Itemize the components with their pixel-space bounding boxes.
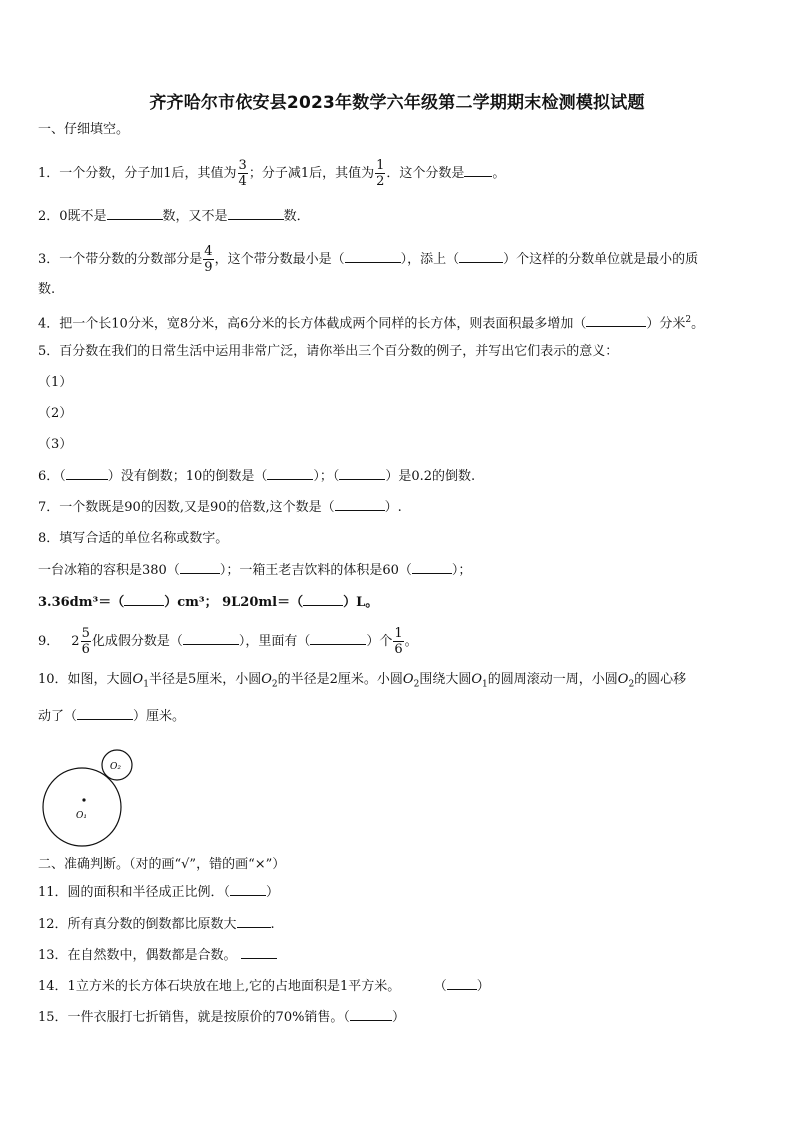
section-2-heading: 二、准确判断。（对的画“√”，错的画“×”） [38, 857, 286, 872]
question-4: 4．把一个长10分米，宽8分米，高6分米的长方体截成两个同样的长方体，则表面积最多增加（ ）分米$^2$。 [38, 315, 705, 332]
answer-blank[interactable] [335, 497, 385, 511]
question-5-item-1: （1） [38, 375, 73, 390]
question-7: 7．一个数既是90的因数,又是90的倍数,这个数是（ ）. [38, 497, 402, 518]
answer-blank[interactable] [180, 560, 220, 574]
question-8: 8．填写合适的单位名称或数字。 [38, 531, 229, 546]
answer-blank[interactable] [345, 249, 401, 263]
question-1: 1．一个分数，分子加1后，其值为 $\frac{3}{4}$ ；分子减1后，其值为 $\frac{1}{2}$ ．这个分数是 。 [38, 158, 506, 189]
answer-blank[interactable] [77, 706, 133, 720]
answer-blank[interactable] [459, 249, 503, 263]
question-6: 6．（ ）没有倒数；10的倒数是（ ）；（ ）是0.2的倒数. [38, 466, 475, 487]
answer-blank[interactable] [447, 976, 477, 990]
fraction-3-4: $\frac{3}{4}$ [238, 158, 247, 189]
answer-blank[interactable] [350, 1007, 392, 1021]
answer-blank[interactable] [183, 631, 239, 645]
question-3: 3．一个带分数的分数部分是 $\frac{4}{9}$ ，这个带分数最小是（ ），添上（ ）个这样的分数单位就是最小的质 [38, 244, 699, 275]
answer-blank[interactable] [310, 631, 366, 645]
answer-blank[interactable] [66, 466, 108, 480]
answer-blank[interactable] [303, 592, 343, 606]
answer-blank[interactable] [237, 914, 271, 928]
question-5-item-3: （3） [38, 437, 73, 452]
question-13: 13．在自然数中，偶数都是合数。 [38, 945, 277, 966]
answer-blank[interactable] [228, 206, 284, 220]
fraction-1-2: $\frac{1}{2}$ [376, 158, 385, 189]
question-10-cont: 动了（ ）厘米。 [38, 706, 185, 727]
question-12: 12．所有真分数的倒数都比原数大 . [38, 914, 275, 935]
big-circle-o1 [43, 768, 121, 846]
answer-blank[interactable] [267, 466, 313, 480]
answer-blank[interactable] [464, 163, 492, 177]
answer-blank[interactable] [586, 313, 646, 327]
small-circle-label: O₂ [110, 762, 121, 772]
question-11: 11．圆的面积和半径成正比例．（ ） [38, 882, 279, 903]
answer-blank[interactable] [107, 206, 163, 220]
question-9: 9． 2 $\frac{5}{6}$ 化成假分数是（ ），里面有（ ）个 $\frac{1}{6}$ 。 [38, 626, 418, 657]
question-3-cont: 数. [38, 282, 56, 297]
answer-blank[interactable] [230, 882, 266, 896]
answer-blank[interactable] [339, 466, 385, 480]
question-5-item-2: （2） [38, 406, 73, 421]
answer-blank[interactable] [412, 560, 452, 574]
page-title: 齐齐哈尔市依安县2023年数学六年级第二学期期末检测模拟试题 [149, 93, 645, 113]
big-circle-center [82, 798, 85, 801]
section-1-heading: 一、仔细填空。 [38, 122, 130, 137]
big-circle-label: O₁ [76, 811, 87, 821]
fraction-4-9: $\frac{4}{9}$ [204, 244, 213, 275]
circle-figure [38, 744, 148, 854]
question-15: 15．一件衣服打七折销售，就是按原价的70%销售。（ ） [38, 1007, 405, 1028]
answer-blank[interactable] [124, 592, 164, 606]
fraction-1-6: $\frac{1}{6}$ [394, 626, 403, 657]
question-5: 5．百分数在我们的日常生活中运用非常广泛，请你举出三个百分数的例子，并写出它们表示的意义： [38, 344, 619, 359]
fraction-5-6: $\frac{5}{6}$ [81, 626, 90, 657]
question-10: 10．如图，大圆$O_1$半径是5厘米，小圆$O_2$的半径是2厘米。小圆$O_2$围绕大圆$O_1$的圆周滚动一周，小圆$O_2$的圆心移 [38, 672, 687, 690]
question-2: 2．0既不是 数，又不是 数． [38, 206, 310, 227]
answer-blank[interactable] [241, 945, 277, 959]
question-8-line-1: 一台冰箱的容积是380（ ）；一箱王老吉饮料的体积是60（ ）； [38, 560, 471, 581]
question-8-line-2: 3.36dm³＝（ ）cm³； 9L20ml＝（ ）L。 [38, 592, 378, 613]
question-14: 14．1立方米的长方体石块放在地上,它的占地面积是1平方米。 （ ） [38, 976, 490, 997]
